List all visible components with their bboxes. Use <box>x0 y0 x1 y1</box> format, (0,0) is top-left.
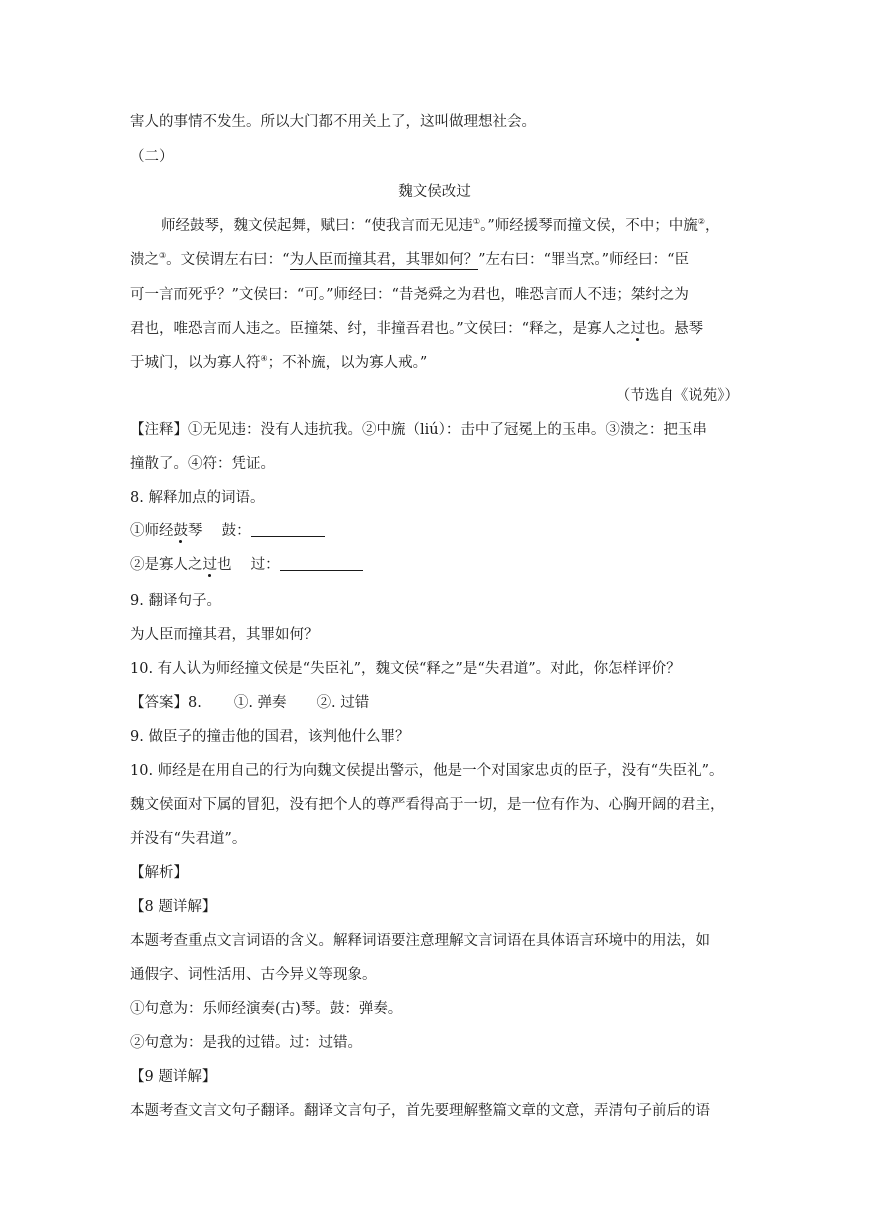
underlined-sentence: 为人臣而撞其君，其罪如何？ <box>289 252 479 268</box>
footnote-mark: ④ <box>260 354 268 363</box>
detail-8-heading: 【8 题详解】 <box>130 899 217 915</box>
detail-9-line: 本题考查文言文句子翻译。翻译文言句子，首先要理解整篇文章的文意，弄清句子前后的语 <box>130 1103 710 1119</box>
detail-8-line: ②句意为：是我的过错。过：过错。 <box>130 1035 362 1051</box>
detail-9-heading: 【9 题详解】 <box>130 1069 217 1085</box>
detail-8-line: 通假字、词性活用、古今异义等现象。 <box>130 967 377 983</box>
answer-blank[interactable] <box>280 556 363 571</box>
detail-8-line: 本题考查重点文言词语的含义。解释词语要注意理解文言词语在具体语言环境中的用法，如 <box>130 933 710 949</box>
passage-title: 魏文侯改过 <box>398 184 471 200</box>
passage-line: 可一言而死乎？”文侯曰：“可。”师经曰：“昔尧舜之为君也，唯恐言而人不违；桀纣之为 <box>130 287 689 303</box>
question-8-item-2: ②是寡人之过也 过： <box>130 555 363 575</box>
notes-line: 【注释】①无见违：没有人违抗我。②中旒（liú）：击中了冠冕上的玉串。③溃之：把玉串 <box>130 422 707 438</box>
question-9-sentence: 为人臣而撞其君，其罪如何？ <box>130 627 319 643</box>
answer-10-line: 10. 师经是在用自己的行为向魏文侯提出警示，他是一个对国家忠贞的臣子，没有“失臣礼”。 <box>130 763 724 779</box>
emphasis-dotted-word: 鼓 <box>173 523 188 539</box>
passage-line: 于城门，以为寡人符④；不补旒，以为寡人戒。” <box>130 354 428 371</box>
answer-line <box>130 693 369 713</box>
footnote-mark: ① <box>472 217 481 226</box>
section-marker: （二） <box>130 149 174 165</box>
emphasis-dotted-word: 过 <box>630 321 646 337</box>
answer-8-1: ①. 弹奏 <box>233 695 287 711</box>
emphasis-dotted-word: 过 <box>202 557 217 573</box>
answer-label: 【答案】8. <box>130 695 202 711</box>
notes-line: 撞散了。④符：凭证。 <box>130 456 275 472</box>
question-9-stem: 9. 翻译句子。 <box>130 593 221 609</box>
question-8-item-1: ①师经鼓琴 鼓： <box>130 521 325 541</box>
passage-source: （节选自《说苑》） <box>615 388 739 404</box>
answer-blank[interactable] <box>251 522 325 537</box>
passage-line: 君也，唯恐言而人违之。臣撞桀、纣，非撞吾君也。”文侯曰：“释之，是寡人之过也。悬琴 <box>130 321 704 337</box>
detail-8-line: ①句意为：乐师经演奏(古)琴。鼓：弹奏。 <box>130 1001 403 1017</box>
answer-8-2: ②. 过错 <box>316 695 370 711</box>
question-10-stem: 10. 有人认为师经撞文侯是“失臣礼”，魏文侯“释之”是“失君道”。对此，你怎样评价？ <box>130 661 681 677</box>
answer-10-line: 并没有“失君道”。 <box>130 831 247 847</box>
passage-line: 溃之③。文侯谓左右曰：“为人臣而撞其君，其罪如何？”左右曰：“罪当烹。”师经曰：“臣 <box>130 251 689 268</box>
answer-10-line: 魏文侯面对下属的冒犯，没有把个人的尊严看得高于一切，是一位有作为、心胸开阔的君主， <box>130 797 725 813</box>
analysis-heading: 【解析】 <box>130 865 188 881</box>
footnote-mark: ③ <box>159 251 167 260</box>
answer-9: 9. 做臣子的撞击他的国君，该判他什么罪？ <box>130 729 410 745</box>
paragraph-line: 害人的事情不发生。所以大门都不用关上了，这叫做理想社会。 <box>130 114 536 130</box>
passage-line: 师经鼓琴，魏文侯起舞，赋曰：“使我言而无见违①。”师经援琴而撞文侯，不中；中旒②， <box>161 217 720 234</box>
footnote-mark: ② <box>697 217 705 226</box>
question-8-stem: 8. 解释加点的词语。 <box>130 490 265 506</box>
